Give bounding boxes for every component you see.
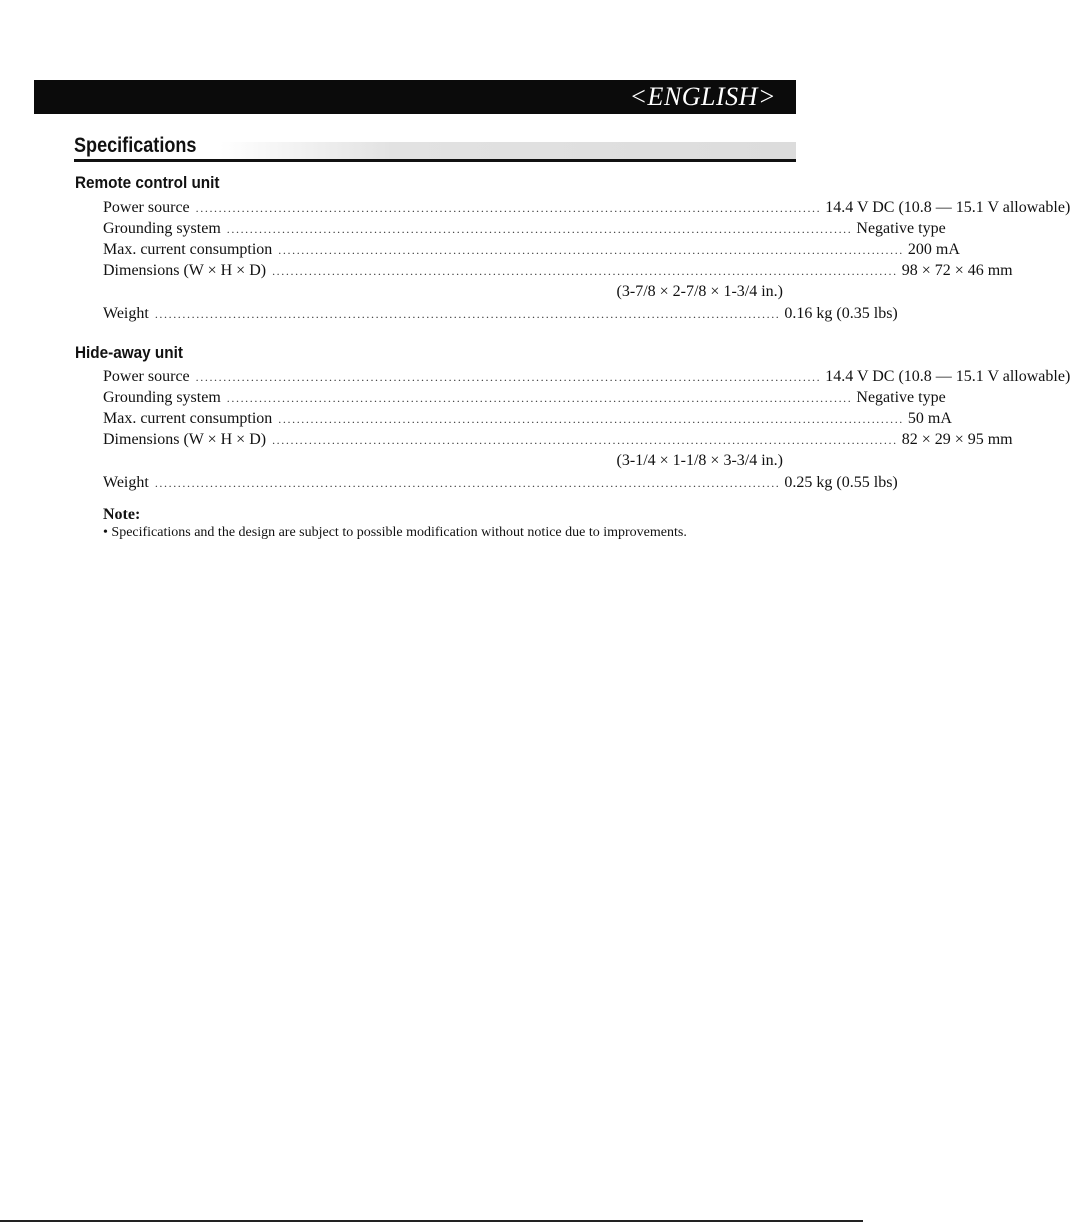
spec-value: 0.16 kg (0.35 lbs) <box>784 305 898 322</box>
spec-label: Grounding system <box>103 220 221 237</box>
spec-value: 98 × 72 × 46 mm <box>901 262 1013 279</box>
spec-label: Power source <box>103 368 190 385</box>
spec-value: 14.4 V DC (10.8 — 15.1 V allowable) <box>825 368 1070 385</box>
spec-value: 82 × 29 × 95 mm <box>901 431 1013 448</box>
title-shade <box>220 142 796 159</box>
spec-label: Grounding system <box>103 389 221 406</box>
spec-row-grounding <box>103 389 946 410</box>
spec-value: 200 mA <box>907 241 960 258</box>
spec-label: Weight <box>103 305 149 322</box>
note-text: • Specifications and the design are subject to possible modification without notice due to improvements. <box>103 525 687 540</box>
spec-row-power-source <box>103 199 1070 220</box>
spec-value: 14.4 V DC (10.8 — 15.1 V allowable) <box>825 199 1070 216</box>
page-title: Specifications <box>74 134 197 157</box>
spec-label: Max. current consumption <box>103 241 273 258</box>
dot-leader: ........................................................................................................................................ <box>195 201 822 215</box>
spec-label: Weight <box>103 474 149 491</box>
spec-dimensions-inches: (3-1/4 × 1-1/8 × 3-3/4 in.) <box>616 452 783 469</box>
language-banner <box>34 80 796 114</box>
title-rule <box>74 159 796 162</box>
dot-leader: ........................................................................................................................................ <box>272 433 898 447</box>
remote-control-heading: Remote control unit <box>75 173 220 192</box>
dot-leader: ........................................................................................................................................ <box>226 222 853 236</box>
dot-leader: ........................................................................................................................................ <box>272 264 898 278</box>
dot-leader: ........................................................................................................................................ <box>154 476 781 490</box>
spec-value: Negative type <box>856 220 946 237</box>
spec-row-dimensions <box>103 262 1013 283</box>
spec-row-weight <box>103 474 898 495</box>
spec-row-dimensions <box>103 431 1013 452</box>
spec-label: Dimensions (W × H × D) <box>103 262 267 279</box>
note-label: Note: <box>103 506 141 523</box>
language-label: <ENGLISH> <box>629 82 776 111</box>
spec-row-current <box>103 410 952 431</box>
spec-label: Max. current consumption <box>103 410 273 427</box>
spec-value: 0.25 kg (0.55 lbs) <box>784 474 898 491</box>
spec-value: Negative type <box>856 389 946 406</box>
dot-leader: ........................................................................................................................................ <box>154 307 781 321</box>
spec-row-power-source <box>103 368 1070 389</box>
spec-dimensions-inches: (3-7/8 × 2-7/8 × 1-3/4 in.) <box>616 283 783 300</box>
spec-row-weight <box>103 305 898 326</box>
page-bottom-rule <box>0 1220 863 1222</box>
dot-leader: ........................................................................................................................................ <box>195 370 822 384</box>
spec-label: Dimensions (W × H × D) <box>103 431 267 448</box>
dot-leader: ........................................................................................................................................ <box>278 243 904 257</box>
spec-value: 50 mA <box>907 410 952 427</box>
spec-row-current <box>103 241 960 262</box>
dot-leader: ........................................................................................................................................ <box>278 412 904 426</box>
spec-row-grounding <box>103 220 946 241</box>
hide-away-heading: Hide-away unit <box>75 343 183 362</box>
dot-leader: ........................................................................................................................................ <box>226 391 853 405</box>
spec-label: Power source <box>103 199 190 216</box>
